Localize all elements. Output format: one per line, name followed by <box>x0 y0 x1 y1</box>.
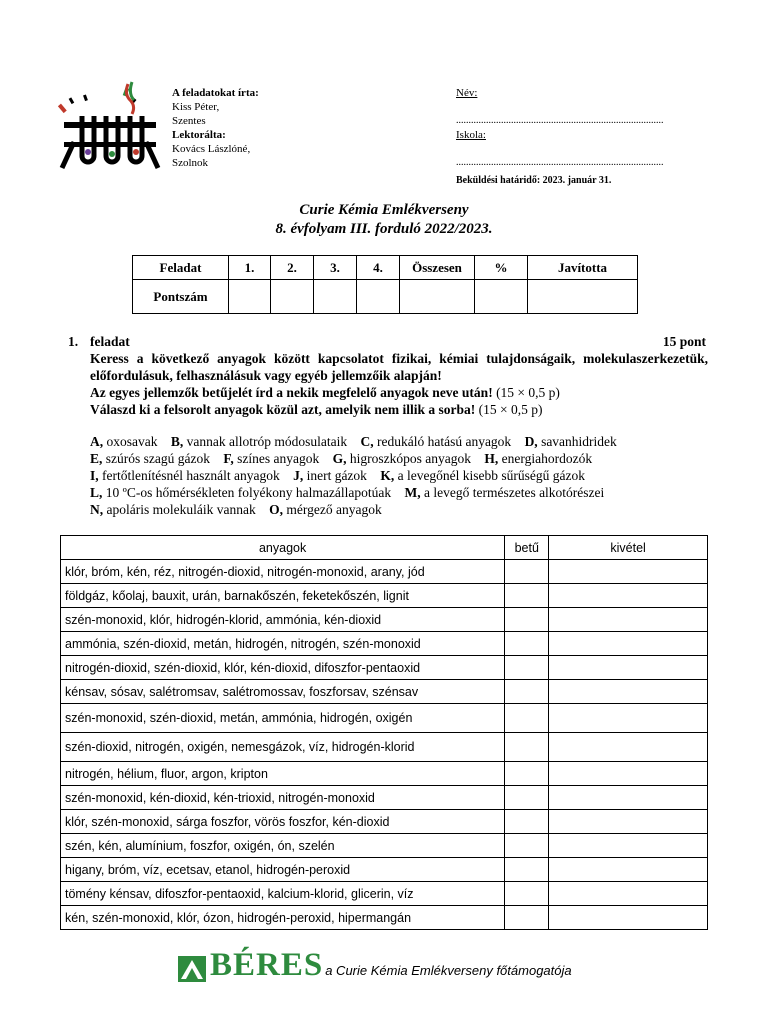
exception-cell[interactable] <box>549 608 708 632</box>
category-text: színes anyagok <box>233 451 320 466</box>
category-text: a levegő természetes alkotórészei <box>420 485 605 500</box>
substance-list: szén-monoxid, klór, hidrogén-klorid, ammónia, kén-dioxid <box>61 608 505 632</box>
table-row <box>61 834 708 858</box>
substance-list: tömény kénsav, difoszfor-pentaoxid, kalcium-klorid, glicerin, víz <box>61 882 505 906</box>
category-text: higroszkópos anyagok <box>346 451 471 466</box>
substances-table-header <box>61 536 708 560</box>
task-instruction-3-score: (15 × 0,5 p) <box>475 402 543 417</box>
round-title: 8. évfolyam III. forduló 2022/2023. <box>275 221 493 237</box>
category-row <box>90 484 710 501</box>
category-row <box>90 501 710 518</box>
header-substances: anyagok <box>61 536 505 560</box>
exception-cell[interactable] <box>549 810 708 834</box>
beres-logo-icon <box>178 956 206 982</box>
score-header-cell: 3. <box>314 256 357 280</box>
substance-list: földgáz, kőolaj, bauxit, urán, barnakőszén, feketekőszén, lignit <box>61 584 505 608</box>
exception-cell[interactable] <box>549 560 708 584</box>
table-row <box>61 704 708 733</box>
exception-cell[interactable] <box>549 632 708 656</box>
substance-list: klór, bróm, kén, réz, nitrogén-dioxid, nitrogén-monoxid, arany, jód <box>61 560 505 584</box>
task-instruction-3: Válaszd ki a felsorolt anyagok közül azt, amelyik nem illik a sorba! <box>90 402 476 417</box>
category-letter: E, <box>90 451 103 466</box>
table-row <box>61 762 708 786</box>
category-row <box>90 433 710 450</box>
table-row <box>61 733 708 762</box>
letter-cell[interactable] <box>505 733 549 762</box>
exception-cell[interactable] <box>549 834 708 858</box>
student-info-block <box>456 86 686 188</box>
substances-table <box>60 535 708 930</box>
substance-list: szén-monoxid, kén-dioxid, kén-trioxid, nitrogén-monoxid <box>61 786 505 810</box>
header-letter: betű <box>505 536 549 560</box>
letter-cell[interactable] <box>505 762 549 786</box>
category-row <box>90 450 710 467</box>
substance-list: szén, kén, alumínium, foszfor, oxigén, ón, szelén <box>61 834 505 858</box>
substance-list: szén-monoxid, szén-dioxid, metán, ammónia, hidrogén, oxigén <box>61 704 505 733</box>
score-header-cell: 1. <box>229 256 271 280</box>
table-row <box>61 786 708 810</box>
score-table-row <box>133 280 638 314</box>
category-letter: I, <box>90 468 99 483</box>
category-text: 10 ºC-os hőmérsékleten folyékony halmazállapotúak <box>102 485 392 500</box>
category-text: oxosavak <box>103 434 158 449</box>
score-cell[interactable] <box>271 280 314 314</box>
task-instruction-2-score: (15 × 0,5 p) <box>492 385 560 400</box>
competition-title: Curie Kémia Emlékverseny <box>299 202 469 218</box>
task-instruction-2: Az egyes jellemzők betűjelét írd a nekik megfelelő anyagok neve után! <box>90 385 493 400</box>
category-text: inert gázok <box>303 468 367 483</box>
category-text: szúrós szagú gázok <box>102 451 210 466</box>
task-1 <box>68 333 708 418</box>
table-row <box>61 608 708 632</box>
category-text: mérgező anyagok <box>282 502 382 517</box>
exception-cell[interactable] <box>549 656 708 680</box>
letter-cell[interactable] <box>505 656 549 680</box>
curie-logo <box>52 78 168 174</box>
header-exception: kivétel <box>549 536 708 560</box>
substance-list: nitrogén-dioxid, szén-dioxid, klór, kén-dioxid, difoszfor-pentaoxid <box>61 656 505 680</box>
score-table-header <box>133 256 638 280</box>
letter-cell[interactable] <box>505 906 549 930</box>
category-letter: C, <box>360 434 374 449</box>
score-header-cell: Javította <box>528 256 638 280</box>
table-row <box>61 882 708 906</box>
category-letter: F, <box>223 451 234 466</box>
substance-list: higany, bróm, víz, ecetsav, etanol, hidrogén-peroxid <box>61 858 505 882</box>
category-text: vannak allotróp módosulataik <box>183 434 348 449</box>
category-text: apoláris molekuláik vannak <box>103 502 256 517</box>
category-text: a levegőnél kisebb sűrűségű gázok <box>394 468 586 483</box>
score-cell[interactable] <box>475 280 528 314</box>
table-row <box>61 584 708 608</box>
category-text: redukáló hatású anyagok <box>373 434 512 449</box>
category-letter: D, <box>524 434 538 449</box>
letter-cell[interactable] <box>505 786 549 810</box>
table-row <box>61 906 708 930</box>
category-text: energiahordozók <box>498 451 593 466</box>
letter-cell[interactable] <box>505 584 549 608</box>
score-row-label: Pontszám <box>133 280 229 314</box>
written-by-label: A feladatokat írta: <box>172 87 259 99</box>
letter-cell[interactable] <box>505 834 549 858</box>
substance-list: nitrogén, hélium, fluor, argon, kripton <box>61 762 505 786</box>
letter-cell[interactable] <box>505 810 549 834</box>
table-row <box>61 560 708 584</box>
letter-cell[interactable] <box>505 608 549 632</box>
category-letter: K, <box>380 468 395 483</box>
category-letter: B, <box>170 434 184 449</box>
letter-cell[interactable] <box>505 882 549 906</box>
exception-cell[interactable] <box>549 584 708 608</box>
category-letter: G, <box>332 451 347 466</box>
category-letter: H, <box>484 451 499 466</box>
task-number: 1. <box>68 334 79 349</box>
table-row <box>61 810 708 834</box>
category-letter: L, <box>90 485 103 500</box>
name-label: Név: <box>456 87 478 99</box>
substance-list: klór, szén-monoxid, sárga foszfor, vörös foszfor, kén-dioxid <box>61 810 505 834</box>
exception-cell[interactable] <box>549 786 708 810</box>
exception-cell[interactable] <box>549 704 708 733</box>
score-table <box>132 255 638 314</box>
task-label: feladat <box>90 334 130 349</box>
score-cell[interactable] <box>229 280 271 314</box>
school-label: Iskola: <box>456 129 486 141</box>
table-row <box>61 858 708 882</box>
substance-list: ammónia, szén-dioxid, metán, hidrogén, nitrogén, szén-monoxid <box>61 632 505 656</box>
table-row <box>61 680 708 704</box>
category-letter: N, <box>90 502 104 517</box>
letter-cell[interactable] <box>505 704 549 733</box>
letter-cell[interactable] <box>505 632 549 656</box>
task-heading <box>68 333 708 350</box>
reviewer-name: Kovács Lászlóné, <box>172 143 251 155</box>
letter-cell[interactable] <box>505 680 549 704</box>
author-name: Kiss Péter, <box>172 101 220 113</box>
score-header-cell: Feladat <box>133 256 229 280</box>
exception-cell[interactable] <box>549 858 708 882</box>
task-instruction-1: Keress a következő anyagok között kapcsolatot fizikai, kémiai tulajdonságaik, molekulaszerkezetük, előfordulásuk, felhasználásuk vagy egyéb jellemzőik alapján! <box>90 351 708 383</box>
table-row <box>61 632 708 656</box>
score-cell[interactable] <box>528 280 638 314</box>
category-list <box>90 433 710 518</box>
exception-cell[interactable] <box>549 882 708 906</box>
category-row <box>90 467 710 484</box>
score-header-cell: Összesen <box>400 256 475 280</box>
name-field[interactable]: ................................................................................... <box>456 115 664 126</box>
category-letter: J, <box>293 468 304 483</box>
sponsor-tagline: a Curie Kémia Emlékverseny főtámogatója <box>325 963 572 978</box>
letter-cell[interactable] <box>505 858 549 882</box>
task-points: 15 pont <box>662 334 706 349</box>
exception-cell[interactable] <box>549 680 708 704</box>
author-city: Szentes <box>172 115 206 127</box>
authors-block <box>172 86 259 170</box>
deadline: Beküldési határidő: 2023. január 31. <box>456 175 612 186</box>
table-row <box>61 656 708 680</box>
substance-list: kén, szén-monoxid, klór, ózon, hidrogén-peroxid, hipermangán <box>61 906 505 930</box>
category-letter: M, <box>404 485 421 500</box>
reviewer-city: Szolnok <box>172 157 209 169</box>
category-letter: O, <box>269 502 283 517</box>
category-text: fertőtlenítésnél használt anyagok <box>98 468 280 483</box>
score-header-cell: % <box>475 256 528 280</box>
category-text: savanhidridek <box>537 434 617 449</box>
score-header-cell: 2. <box>271 256 314 280</box>
school-field[interactable]: ................................................................................... <box>456 157 664 168</box>
score-cell[interactable] <box>400 280 475 314</box>
exception-cell[interactable] <box>549 906 708 930</box>
letter-cell[interactable] <box>505 560 549 584</box>
sponsor-brand: BÉRES <box>210 947 324 983</box>
sponsor-footer <box>178 948 572 982</box>
score-header-cell: 4. <box>357 256 400 280</box>
substance-list: kénsav, sósav, salétromsav, salétromossav, foszforsav, szénsav <box>61 680 505 704</box>
substance-list: szén-dioxid, nitrogén, oxigén, nemesgázok, víz, hidrogén-klorid <box>61 733 505 762</box>
reviewed-by-label: Lektorálta: <box>172 129 226 141</box>
score-cell[interactable] <box>357 280 400 314</box>
exception-cell[interactable] <box>549 762 708 786</box>
exception-cell[interactable] <box>549 733 708 762</box>
category-letter: A, <box>90 434 104 449</box>
score-cell[interactable] <box>314 280 357 314</box>
